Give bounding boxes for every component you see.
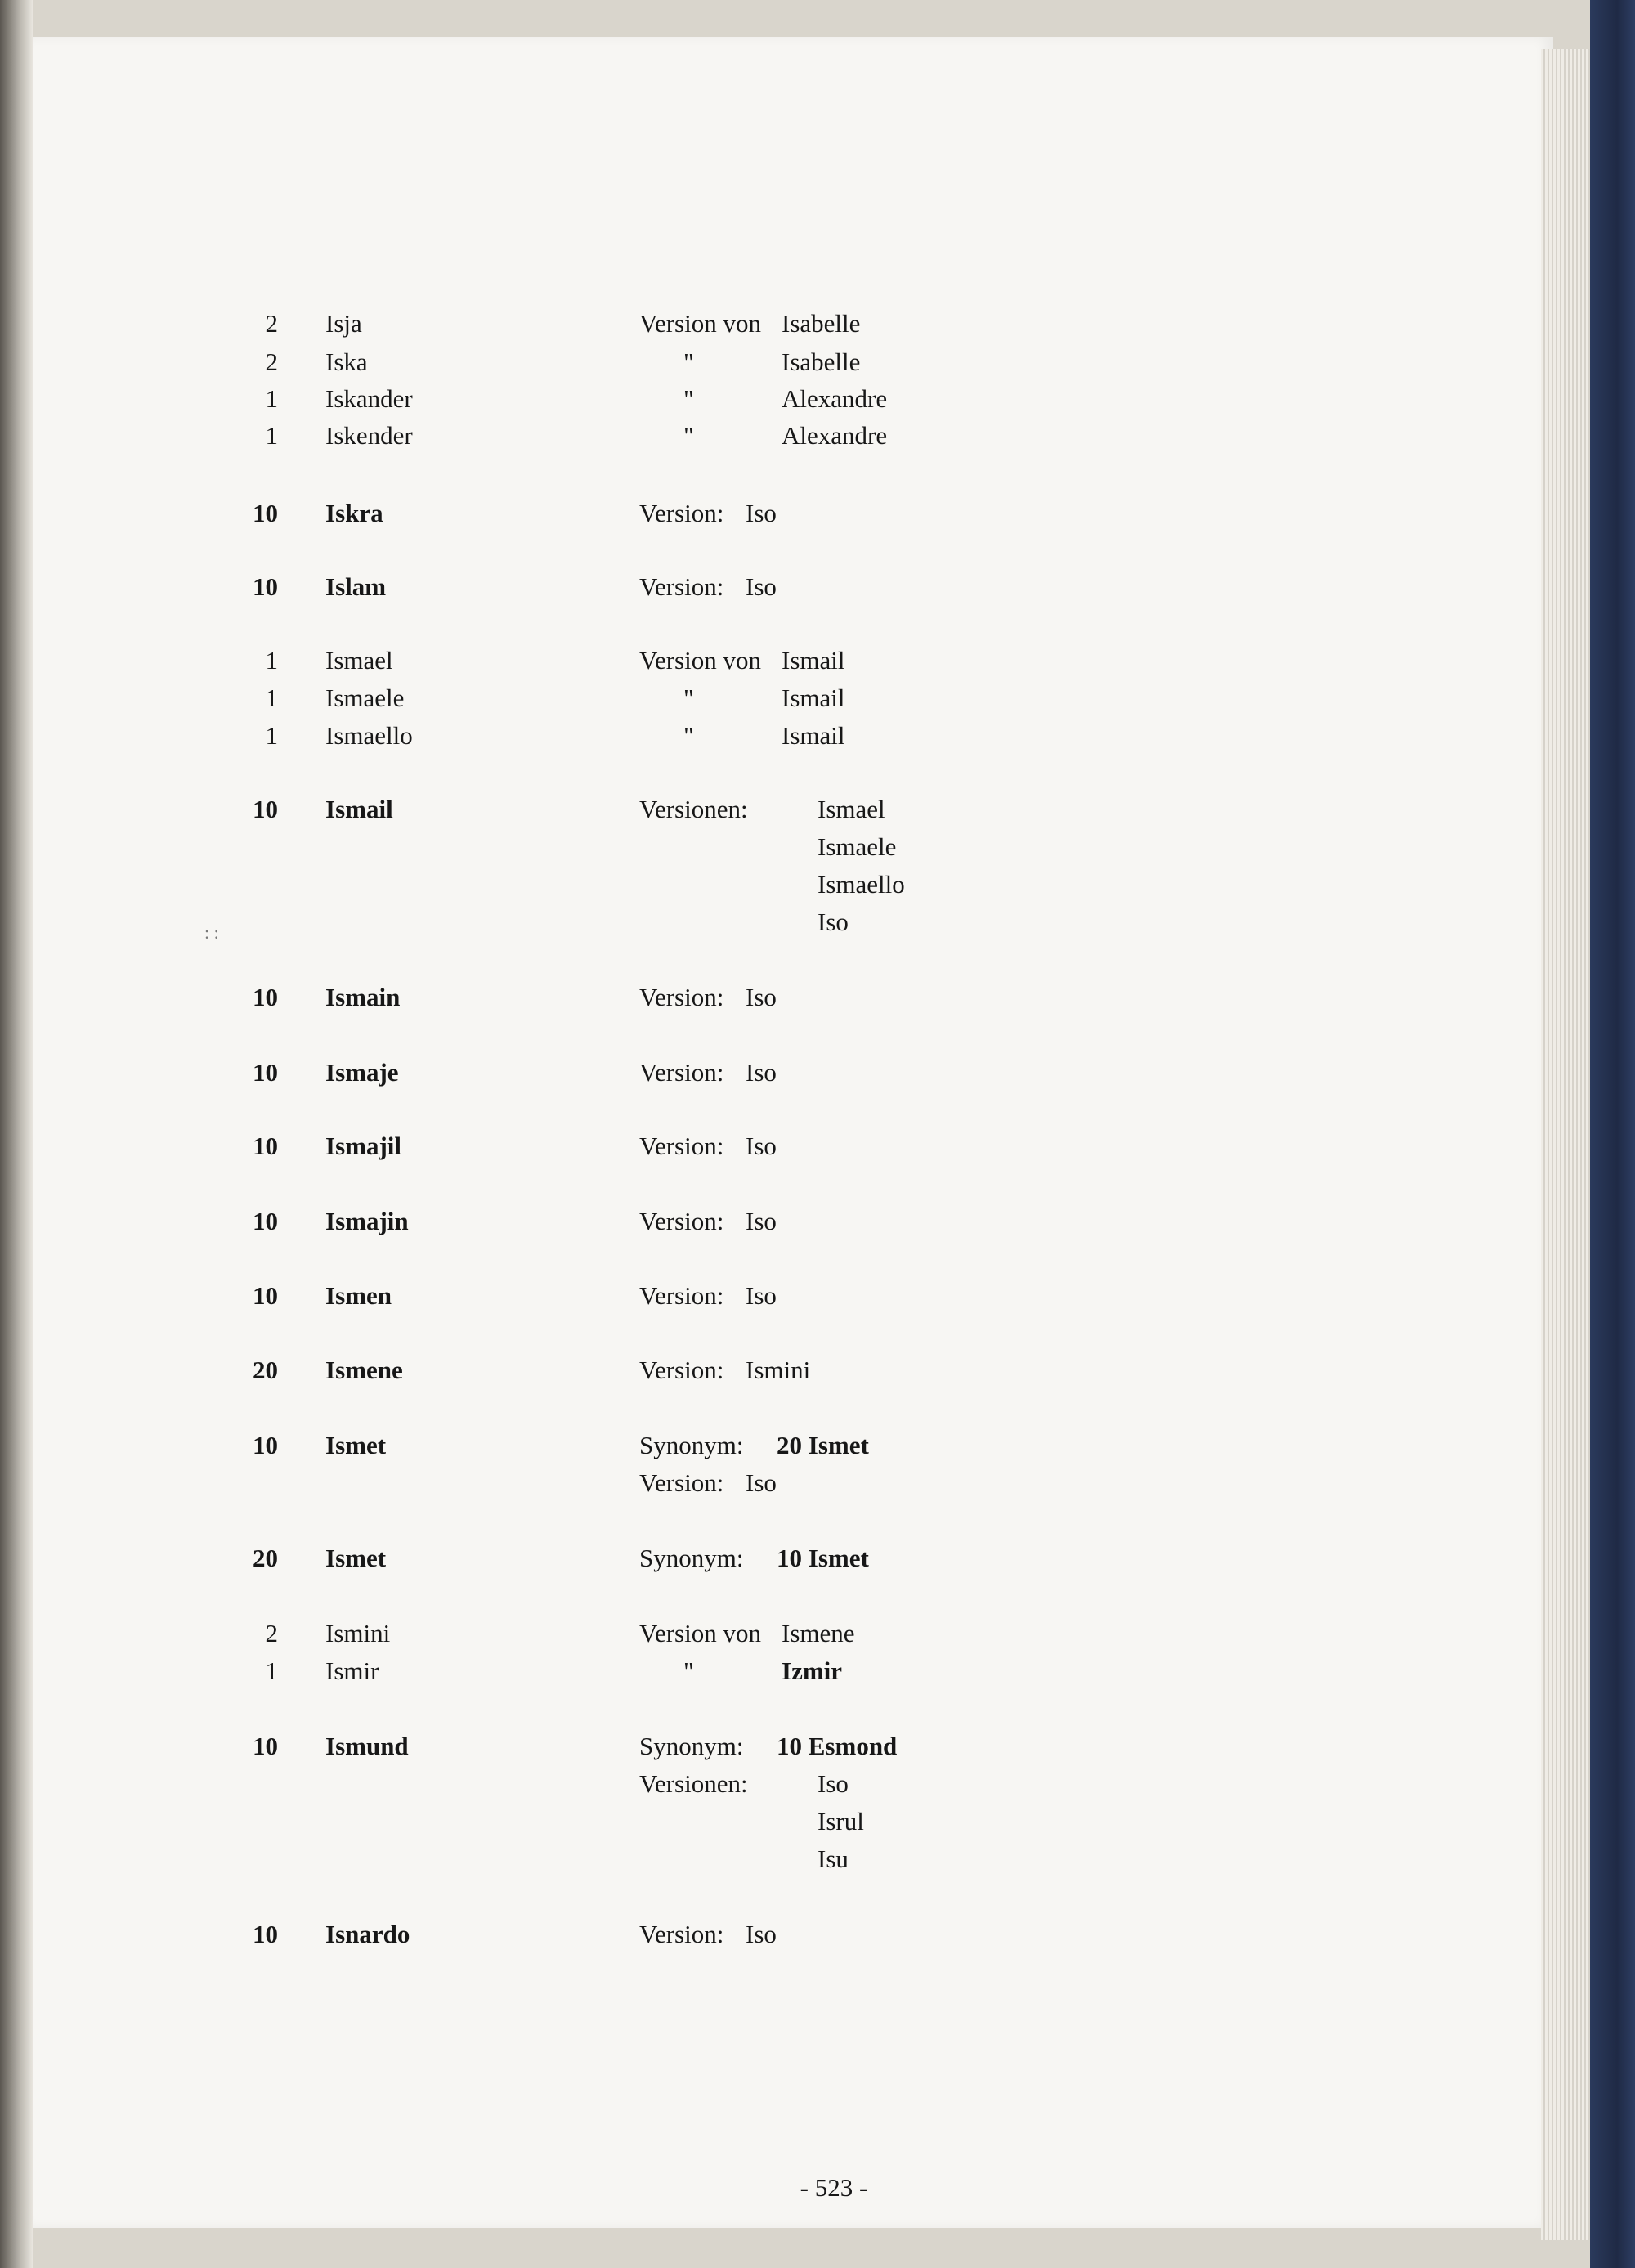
entry-name: Ismajil (325, 1132, 401, 1160)
entry-name: Isnardo (325, 1920, 410, 1948)
ditto-mark: " (683, 684, 694, 712)
relation-value: Isabelle (782, 309, 861, 338)
entry-count: 2 (265, 309, 278, 338)
relation-label: Version: (639, 1468, 724, 1497)
relation-value: Iso (746, 499, 777, 527)
relation-value: Ismaele (818, 832, 897, 861)
relation-value: Ismail (782, 721, 845, 750)
entry-count: 10 (253, 1732, 278, 1760)
relation-label: Version: (639, 1207, 724, 1235)
relation-label: Version von (639, 1619, 761, 1647)
relation-label: Version von (639, 309, 761, 338)
relation-label: Version: (639, 1058, 724, 1087)
entry-name: Ismain (325, 983, 401, 1011)
entry-name: Ismene (325, 1356, 403, 1384)
entry-count: 10 (253, 1132, 278, 1160)
entry-count: 10 (253, 1281, 278, 1310)
relation-label: Version von (639, 646, 761, 675)
relation-value: 20 Ismet (777, 1431, 869, 1459)
entry-count: 1 (265, 684, 278, 712)
relation-value: Ismini (746, 1356, 811, 1384)
relation-label: Version: (639, 983, 724, 1011)
entry-count: 2 (265, 347, 278, 376)
relation-value: Isrul (818, 1807, 864, 1835)
entry-name: Iska (325, 347, 368, 376)
relation-label: Version: (639, 499, 724, 527)
relation-label: Versionen: (639, 795, 748, 823)
entry-count: 10 (253, 983, 278, 1011)
entry-count: 10 (253, 1431, 278, 1459)
relation-value: Iso (746, 1207, 777, 1235)
relation-label: Version: (639, 1132, 724, 1160)
relation-value: Iso (818, 1769, 849, 1798)
entry-count: 1 (265, 721, 278, 750)
entry-count: 10 (253, 1058, 278, 1087)
entry-count: 2 (265, 1619, 278, 1647)
entry-name: Ismaele (325, 684, 405, 712)
entry-name: Ismet (325, 1431, 387, 1459)
relation-value: Iso (746, 1132, 777, 1160)
relation-label: Versionen: (639, 1769, 748, 1798)
entry-count: 1 (265, 1656, 278, 1685)
relation-label: Synonym: (639, 1544, 744, 1572)
entry-count: 10 (253, 499, 278, 527)
entry-name: Ismen (325, 1281, 392, 1310)
relation-label: Version: (639, 1356, 724, 1384)
entry-name: Ismael (325, 646, 393, 675)
relation-value: 10 Ismet (777, 1544, 869, 1572)
relation-value: Alexandre (782, 421, 888, 450)
entry-count: 1 (265, 384, 278, 413)
entry-name: Iskander (325, 384, 413, 413)
entry-count: 20 (253, 1356, 278, 1384)
entry-name: Iskender (325, 421, 413, 450)
ditto-mark: " (683, 384, 694, 413)
entry-name: Ismaje (325, 1058, 399, 1087)
relation-value: Iso (746, 1468, 777, 1497)
relation-value: Iso (746, 1058, 777, 1087)
entry-name: Ismail (325, 795, 393, 823)
ditto-mark: " (683, 721, 694, 750)
relation-value: Iso (746, 1281, 777, 1310)
entry-count: 1 (265, 646, 278, 675)
entry-count: 10 (253, 572, 278, 601)
relation-value: Izmir (782, 1656, 843, 1685)
relation-value: Isu (818, 1844, 849, 1873)
entry-count: 10 (253, 1207, 278, 1235)
entry-count: 10 (253, 1920, 278, 1948)
entry-name: Isja (325, 309, 362, 338)
ditto-mark: " (683, 1656, 694, 1685)
entry-name: Iskra (325, 499, 383, 527)
relation-value: Alexandre (782, 384, 888, 413)
relation-value: Ismael (818, 795, 885, 823)
entry-count: 10 (253, 795, 278, 823)
margin-mark: : : (204, 922, 219, 943)
relation-label: Synonym: (639, 1732, 744, 1760)
relation-value: Ismail (782, 684, 845, 712)
entry-name: Ismir (325, 1656, 379, 1685)
entry-name: Ismund (325, 1732, 409, 1760)
relation-label: Version: (639, 1920, 724, 1948)
relation-value: Iso (746, 983, 777, 1011)
relation-label: Version: (639, 1281, 724, 1310)
entry-name: Ismajin (325, 1207, 409, 1235)
entry-name: Ismini (325, 1619, 391, 1647)
relation-label: Synonym: (639, 1431, 744, 1459)
entry-count: 20 (253, 1544, 278, 1572)
relation-value: Iso (746, 1920, 777, 1948)
relation-value: Ismail (782, 646, 845, 675)
relation-label: Version: (639, 572, 724, 601)
entry-name: Ismaello (325, 721, 413, 750)
ditto-mark: " (683, 421, 694, 450)
relation-value: Ismaello (818, 870, 905, 899)
entry-name: Ismet (325, 1544, 387, 1572)
relation-value: Iso (746, 572, 777, 601)
entry-count: 1 (265, 421, 278, 450)
relation-value: Isabelle (782, 347, 861, 376)
ditto-mark: " (683, 347, 694, 376)
page-number: - 523 - (800, 2173, 868, 2202)
relation-value: 10 Esmond (777, 1732, 898, 1760)
entry-name: Islam (325, 572, 387, 601)
relation-value: Iso (818, 908, 849, 936)
relation-value: Ismene (782, 1619, 855, 1647)
